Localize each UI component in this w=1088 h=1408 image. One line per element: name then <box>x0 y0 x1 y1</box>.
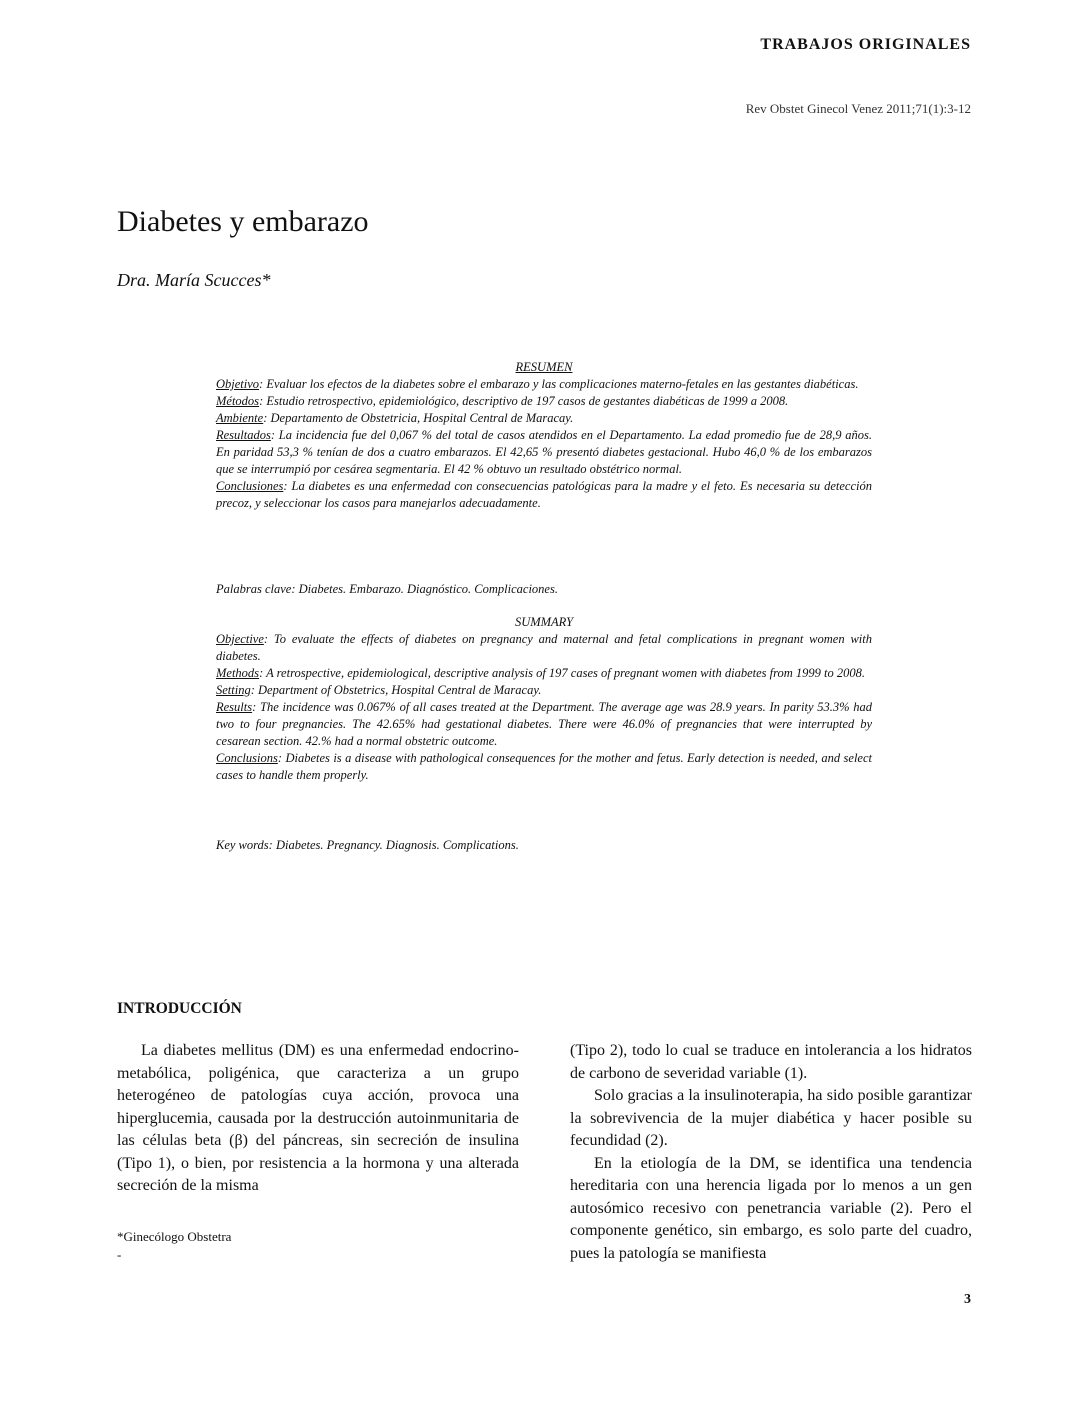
text: : Diabetes is a disease with pathological consequences for the mother and fetus. Early detection is needed, and select cases to handle them properly. <box>216 751 872 782</box>
summary-block <box>216 614 872 784</box>
key-words: Key words: Diabetes. Pregnancy. Diagnosis. Complications. <box>216 838 519 852</box>
resumen-objetivo <box>216 376 872 393</box>
label: Results <box>216 700 253 714</box>
summary-objective <box>216 631 872 665</box>
text: : Evaluar los efectos de la diabetes sobre el embarazo y las complicaciones materno-fetales en las gestantes diabéticas. <box>259 377 859 391</box>
footnote-text: *Ginecólogo Obstetra <box>117 1229 232 1244</box>
summary-methods <box>216 665 872 682</box>
summary-results <box>216 699 872 750</box>
label: Resultados <box>216 428 271 442</box>
text: : La incidencia fue del 0,067 % del total de casos atendidos en el Departamento. La edad promedio fue de 28,9 años. En paridad 53,3 % tenían de dos a cuatro embarazos. El 42,65 % presentó diabetes gestacional. Hubo 46,0 % de los embarazos que se interrumpió por cesárea segmentaria. El 42 % obtuvo un resultado obstétrico normal. <box>216 428 872 476</box>
section-heading: INTRODUCCIÓN <box>117 1000 242 1017</box>
resumen-conclusiones <box>216 478 872 512</box>
section-label: TRABAJOS ORIGINALES <box>760 36 971 53</box>
text: : To evaluate the effects of diabetes on pregnancy and maternal and fetal complications in pregnant women with diabetes. <box>216 632 872 663</box>
text: : Department of Obstetrics, Hospital Central de Maracay. <box>250 683 542 697</box>
summary-setting <box>216 682 872 699</box>
body-column-right <box>570 1040 972 1265</box>
label: Conclusions <box>216 751 278 765</box>
paragraph: La diabetes mellitus (DM) es una enfermedad endocrino-metabólica, poligénica, que caracteriza a un grupo heterogéneo de patologías cuya acción, provoca una hiperglucemia, causada por la destrucción autoinmunitaria de las células beta (β) del páncreas, sin secreción de insulina (Tipo 1), o bien, por resistencia a la hormona y una alterada secreción de la misma <box>117 1042 519 1194</box>
footnote <box>117 1228 231 1264</box>
label: Methods <box>216 666 260 680</box>
summary-conclusions <box>216 750 872 784</box>
paragraph: Solo gracias a la insulinoterapia, ha sido posible garantizar la sobrevivencia de la mujer diabética y hacer posible su fecundidad (2). <box>570 1087 972 1149</box>
label: Setting <box>216 683 251 697</box>
journal-citation: Rev Obstet Ginecol Venez 2011;71(1):3-12 <box>745 101 971 116</box>
author-name: Dra. María Scucces* <box>117 270 271 290</box>
paragraph-continuation: (Tipo 2), todo lo cual se traduce en intolerancia a los hidratos de carbono de severidad variable (1). <box>570 1042 972 1082</box>
text: : Departamento de Obstetricia, Hospital Central de Maracay. <box>263 411 574 425</box>
label: Objective <box>216 632 264 646</box>
footnote-mark: - <box>117 1247 122 1262</box>
label: Conclusiones <box>216 479 284 493</box>
resumen-metodos <box>216 393 872 410</box>
body-column-left <box>117 1040 519 1198</box>
label: Métodos <box>216 394 260 408</box>
label: Objetivo <box>216 377 260 391</box>
article-title: Diabetes y embarazo <box>117 205 369 238</box>
text: : A retrospective, epidemiological, descriptive analysis of 197 cases of pregnant women with diabetes from 1999 to 2008. <box>259 666 866 680</box>
resumen-ambiente <box>216 410 872 427</box>
palabras-clave: Palabras clave: Diabetes. Embarazo. Diagnóstico. Complicaciones. <box>216 582 558 596</box>
summary-heading: SUMMARY <box>514 615 574 629</box>
text: : La diabetes es una enfermedad con consecuencias patológicas para la madre y el feto. Es necesaria su detección precoz, y seleccionar los casos para manejarlos adecuadamente. <box>216 479 872 510</box>
text: : Estudio retrospectivo, epidemiológico, descriptivo de 197 casos de gestantes diabéticas de 1999 a 2008. <box>259 394 789 408</box>
text: : The incidence was 0.067% of all cases treated at the Department. The average age was 28.9 years. In parity 53.3% had two to four pregnancies. The 42.65% had gestational diabetes. There were 46.0% of pregnancies that were interrupted by cesarean section. 42.% had a normal obstetric outcome. <box>216 700 872 748</box>
page-number: 3 <box>964 1292 971 1307</box>
resumen-resultados <box>216 427 872 478</box>
paragraph: En la etiología de la DM, se identifica una tendencia hereditaria con una herencia ligada por lo menos a un gen autosómico recesivo con penetrancia variable (2). Pero el componente genético, sin embargo, es solo parte del cuadro, pues la patología se manifiesta <box>570 1154 972 1262</box>
label: Ambiente <box>216 411 264 425</box>
resumen-heading: RESUMEN <box>515 360 573 374</box>
resumen-block <box>216 359 872 512</box>
